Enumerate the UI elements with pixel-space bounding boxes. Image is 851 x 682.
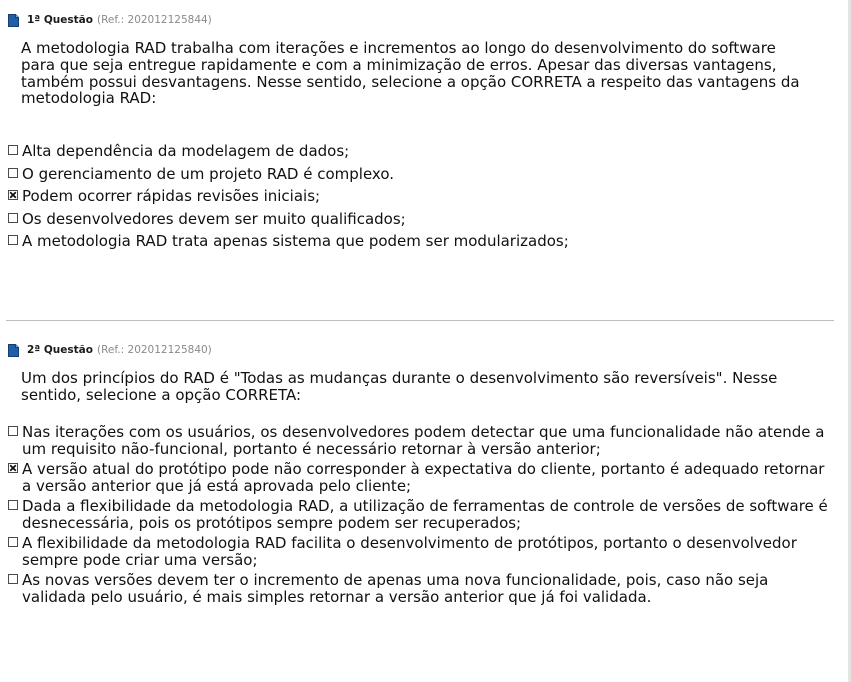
checkbox[interactable] [8,574,18,584]
option-label: A versão atual do protótipo pode não corresponder à expectativa do cliente, portanto é adequado retornar a versão anterior que já está aprovada pelo cliente; [22,460,825,495]
checkbox-checked[interactable] [8,463,18,473]
checkbox-checked[interactable] [8,190,18,200]
checkbox[interactable] [8,145,18,155]
x-mark-icon [9,464,17,472]
question-1-options [8,143,828,250]
question-1-option-1[interactable] [8,143,828,160]
question-1-ref: (Ref.: 202012125844) [96,14,212,26]
document-icon [8,14,19,27]
question-2-ref: (Ref.: 202012125840) [96,344,212,356]
question-1-header [8,12,212,28]
checkbox[interactable] [8,426,18,436]
question-2-text: Um dos princípios do RAD é "Todas as mudanças durante o desenvolvimento são reversíveis". Nesse sentido, selecione a opção CORRETA: [21,369,778,404]
question-2-options [8,424,828,605]
option-label: A flexibilidade da metodologia RAD facilita o desenvolvimento de protótipos, portanto o desenvolvedor sempre pode criar uma versão; [22,534,797,569]
question-2-title: 2ª Questão [27,344,93,356]
question-1-title: 1ª Questão [27,14,93,26]
checkbox[interactable] [8,213,18,223]
question-2-option-2[interactable] [8,461,828,494]
checkbox[interactable] [8,500,18,510]
question-1-option-4[interactable] [8,211,828,228]
option-label: Podem ocorrer rápidas revisões iniciais; [22,187,321,205]
option-label: O gerenciamento de um projeto RAD é complexo. [22,164,395,183]
question-1-text: A metodologia RAD trabalha com iterações e incrementos ao longo do desenvolvimento do software para que seja entregue rapidamente e com a minimização de erros. Apesar das diversas vantagens, também possui desvantagens. Nesse sentido, selecione a opção CORRETA a respeito das vantagens da metodologia RAD: [21,39,800,108]
option-label: Os desenvolvedores devem ser muito qualificados; [22,209,406,228]
question-2-header [8,342,212,358]
option-label: Dada a flexibilidade da metodologia RAD, a utilização de ferramentas de controle de versões de software é desnecessária, pois os protótipos sempre podem ser recuperados; [22,497,828,532]
question-divider [6,320,834,321]
option-label: As novas versões devem ter o incremento de apenas uma nova funcionalidade, pois, caso não seja validada pelo usuário, é mais simples retornar a versão anterior que já foi validada. [22,571,769,606]
question-1-option-5[interactable] [8,233,828,250]
option-label: Alta dependência da modelagem de dados; [22,142,350,160]
document-icon [8,344,19,357]
checkbox[interactable] [8,235,18,245]
checkbox[interactable] [8,537,18,547]
x-mark-icon [9,191,17,199]
question-2-option-4[interactable] [8,535,828,568]
option-label: Nas iterações com os usuários, os desenvolvedores podem detectar que uma funcionalidade não atende a um requisito não-funcional, portanto é necessário retornar à versão anterior; [22,423,825,458]
checkbox[interactable] [8,168,18,178]
question-2-option-1[interactable] [8,424,828,457]
question-1-option-3[interactable] [8,188,828,205]
question-2-option-5[interactable] [8,572,828,605]
question-1-option-2[interactable] [8,166,828,183]
question-2-option-3[interactable] [8,498,828,531]
option-label: A metodologia RAD trata apenas sistema que podem ser modularizados; [22,232,569,250]
